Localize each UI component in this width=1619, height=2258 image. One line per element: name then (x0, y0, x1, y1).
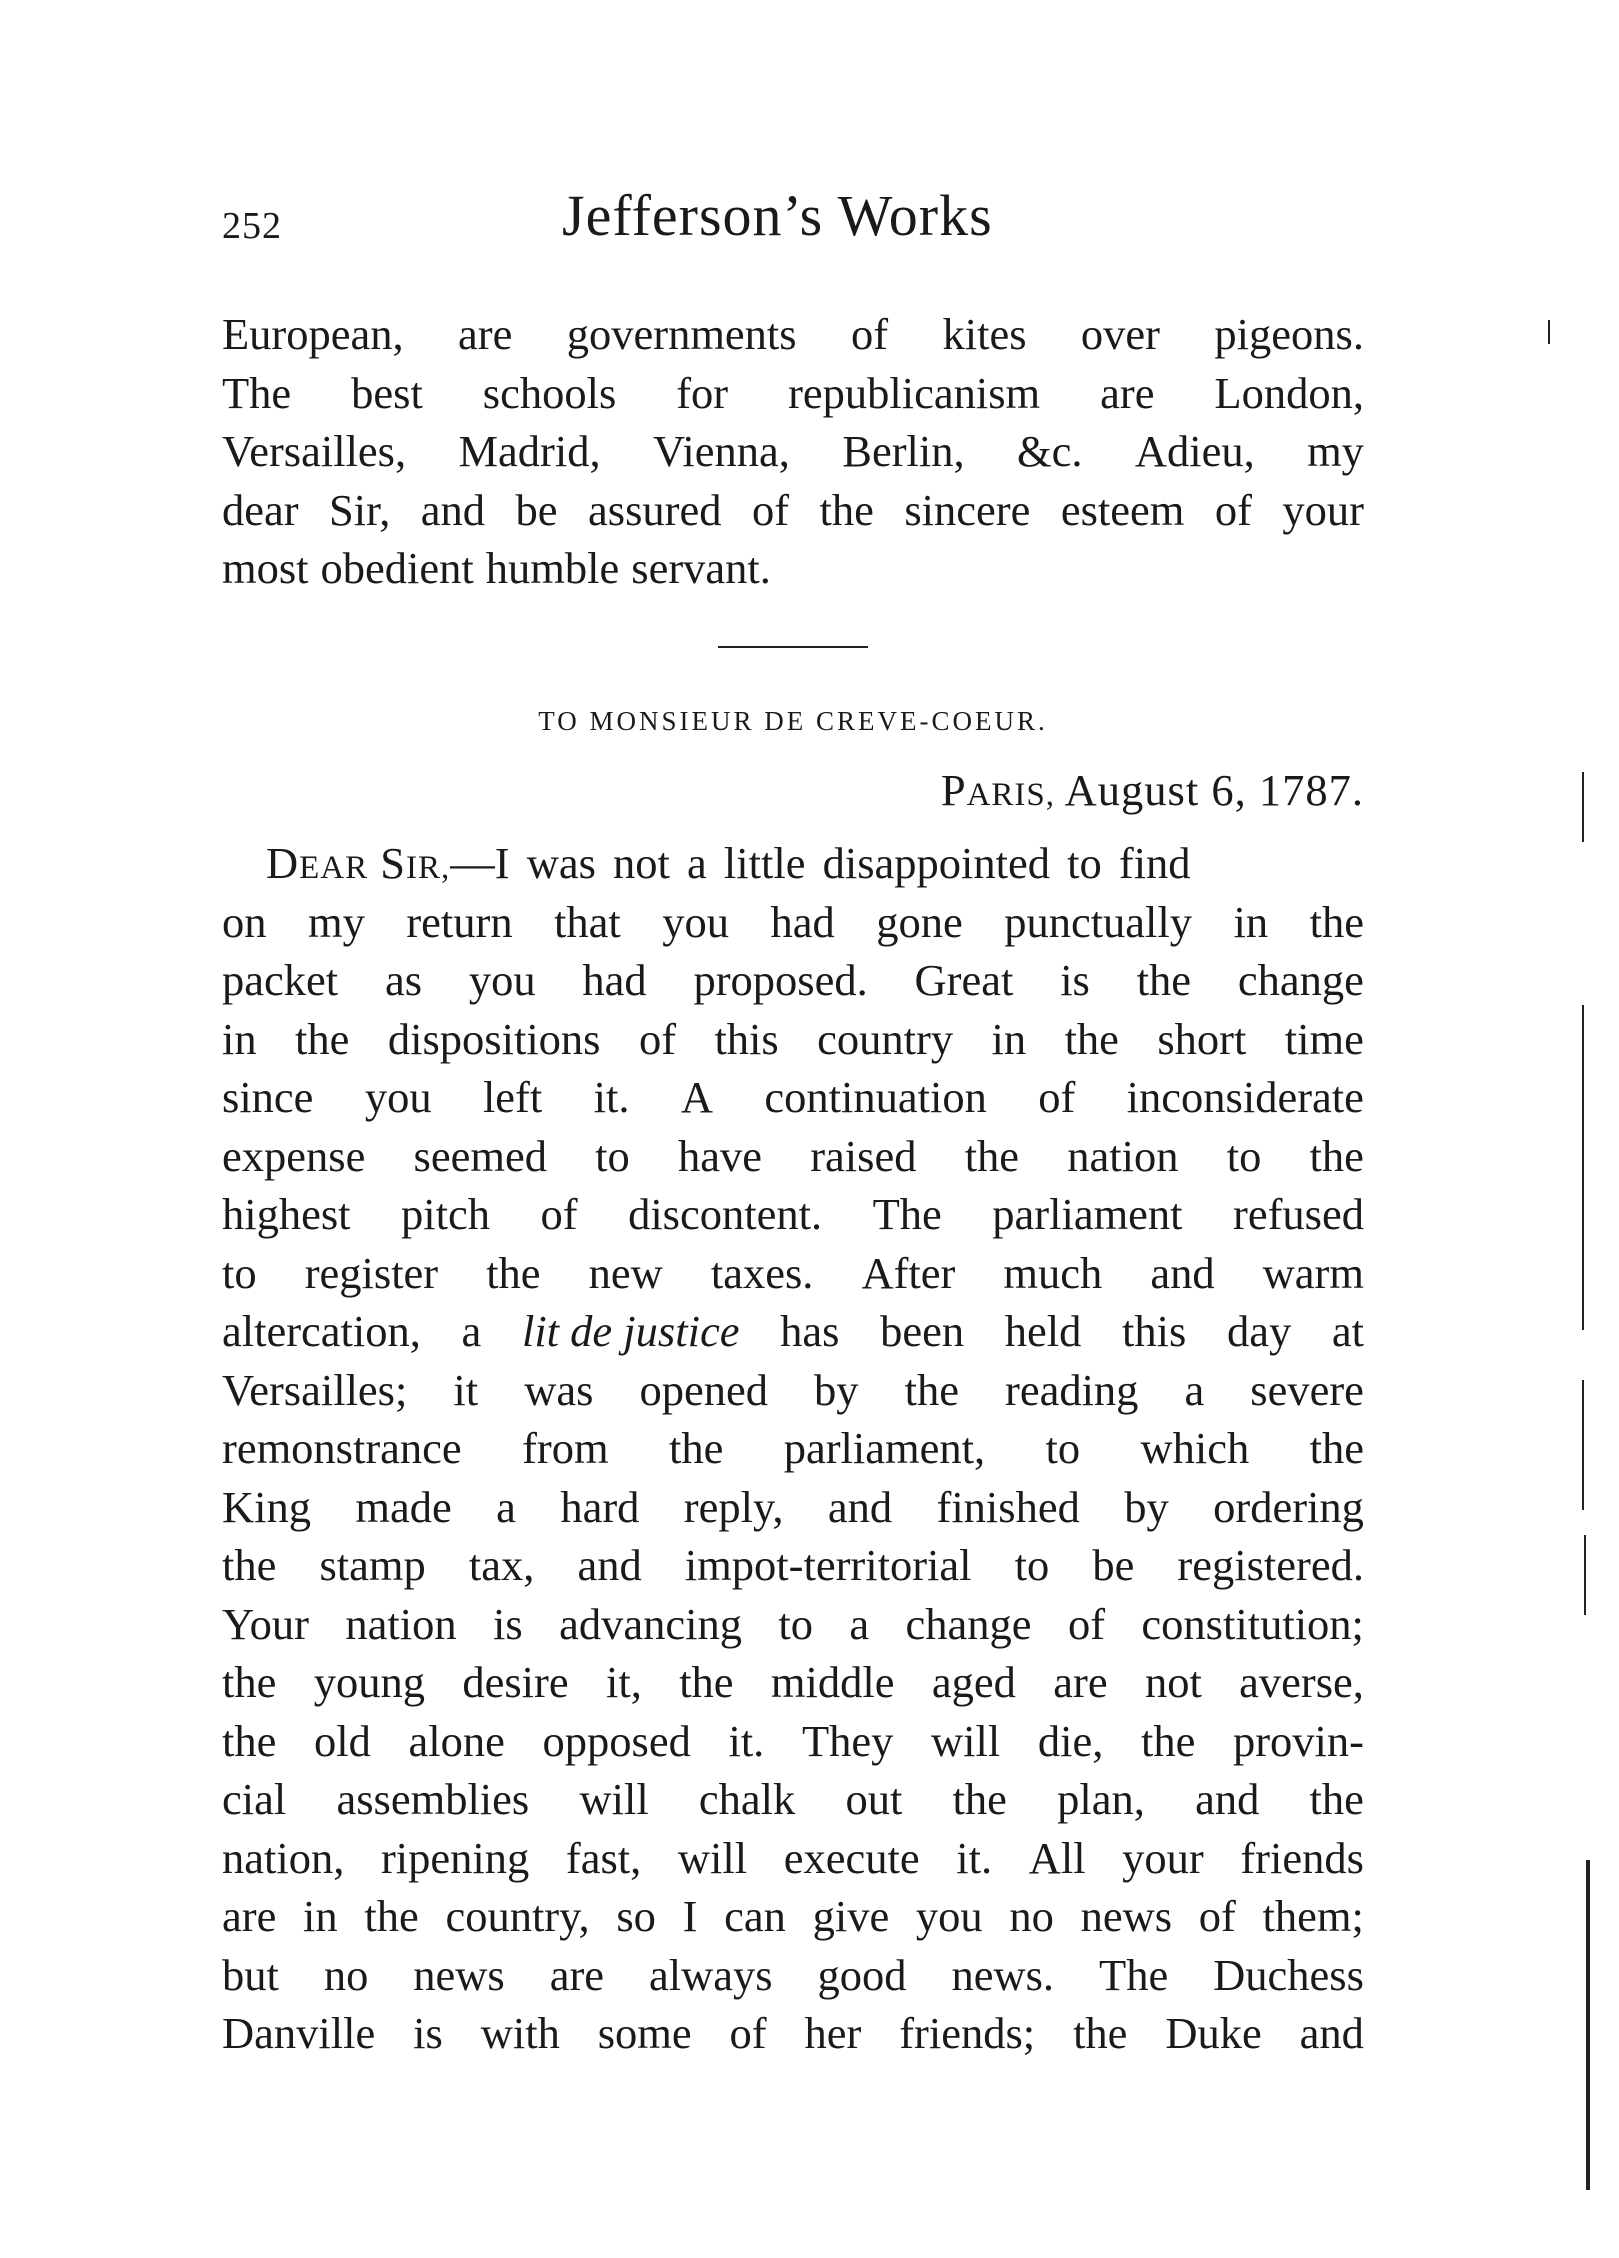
word: to (1045, 1423, 1081, 1473)
word: had (770, 896, 835, 947)
letter-line (222, 1536, 1364, 1595)
word: which (1140, 1423, 1250, 1473)
word: new (588, 1247, 663, 1298)
word: ripening (380, 1832, 530, 1883)
word: ordering (1213, 1481, 1364, 1532)
word: be (515, 484, 558, 535)
word: short (1157, 1013, 1247, 1064)
word: and (1299, 2008, 1364, 2058)
word: are (1100, 367, 1155, 418)
word: and (827, 1481, 893, 1532)
word: continuation (764, 1072, 987, 1122)
word: change (905, 1598, 1032, 1649)
word: been (880, 1306, 965, 1356)
letter-line (222, 1478, 1364, 1537)
word: has (780, 1306, 840, 1356)
word: severe (1250, 1364, 1364, 1415)
word: made (355, 1481, 452, 1532)
word: parliament (992, 1189, 1183, 1239)
word: friends; (899, 2008, 1036, 2058)
word: to (595, 1130, 630, 1181)
section-divider (718, 646, 868, 648)
salutation-s-rest: IR, (406, 850, 451, 886)
word: the (1073, 2008, 1128, 2058)
word: of (1214, 484, 1252, 535)
word: assured (588, 484, 722, 535)
word: Duke (1165, 2008, 1262, 2058)
word: inconsiderate (1126, 1072, 1364, 1122)
word: Versailles; (222, 1364, 408, 1415)
word: the (1140, 1715, 1196, 1766)
letter-line (222, 2004, 1364, 2063)
word: opposed (542, 1715, 691, 1766)
word: of (1198, 1891, 1236, 1941)
letter-dateline (941, 764, 1364, 816)
word: a (461, 1306, 482, 1356)
letter-line (222, 1829, 1364, 1888)
letter-line (222, 1127, 1364, 1186)
letter-line (222, 1068, 1364, 1127)
word: by (814, 1364, 859, 1415)
word: it. (593, 1072, 630, 1122)
word: to (778, 1598, 813, 1649)
word: remonstrance (222, 1423, 462, 1473)
letter-line (222, 893, 1364, 952)
word: refused (1233, 1189, 1364, 1239)
word: always (648, 1949, 773, 2000)
word: stamp (319, 1540, 426, 1590)
letter-line (222, 1595, 1364, 1654)
word: raised (810, 1130, 917, 1181)
salutation-d-rest: EAR (299, 850, 369, 886)
word: the (819, 484, 874, 535)
word: to (1014, 1540, 1050, 1590)
word: Great (914, 955, 1014, 1005)
word: the (1309, 1423, 1364, 1473)
word: lit de justice (521, 1306, 740, 1356)
letter-line (222, 951, 1364, 1010)
margin-mark (1548, 320, 1550, 344)
word: European, (222, 309, 404, 359)
letter-heading: TO MONSIEUR DE CREVE-COEUR. (538, 706, 1048, 736)
word: governments (566, 309, 797, 359)
word: you (468, 955, 536, 1005)
word: esteem (1060, 484, 1185, 535)
word: tax, (468, 1540, 535, 1590)
word: the (964, 1130, 1020, 1181)
word: out (845, 1774, 903, 1824)
word: republicanism (788, 367, 1041, 418)
word: the (222, 1657, 277, 1707)
word: of (851, 309, 889, 359)
running-title: Jefferson’s Works (562, 183, 993, 248)
word: have (678, 1130, 763, 1181)
word: London, (1214, 367, 1364, 418)
word: Adieu, (1134, 426, 1255, 476)
word: to (222, 1247, 257, 1298)
word: your (1282, 484, 1364, 535)
word: and (1150, 1247, 1215, 1298)
word: news (413, 1949, 505, 2000)
word: the (668, 1423, 724, 1473)
word: fast, (565, 1832, 642, 1883)
word: proposed. (693, 955, 868, 1005)
word: the (904, 1364, 959, 1415)
word: country (817, 1013, 954, 1064)
word: impot-territorial (684, 1540, 972, 1590)
word: the (952, 1774, 1007, 1824)
word: the (222, 1715, 277, 1766)
letter-line (222, 1770, 1364, 1829)
word: are (1053, 1657, 1108, 1707)
word: my (307, 896, 365, 947)
word: this (1122, 1306, 1187, 1356)
word: give (812, 1891, 890, 1941)
word: finished (936, 1481, 1080, 1532)
letter-line (222, 1887, 1364, 1946)
word: is (1060, 955, 1090, 1005)
word: pitch (401, 1189, 491, 1239)
margin-mark (1584, 1535, 1586, 1615)
word: advancing (559, 1598, 742, 1649)
word: in (1233, 896, 1269, 947)
letter-line (222, 1653, 1364, 1712)
word: a (496, 1481, 516, 1532)
letter-line (222, 1185, 1364, 1244)
word: in (222, 1013, 257, 1064)
word: you (662, 896, 729, 947)
word: taxes. (710, 1247, 814, 1298)
word: with (480, 2008, 560, 2058)
word: The (872, 1189, 942, 1239)
letter-line (222, 1302, 1364, 1361)
word: parliament, (783, 1423, 986, 1473)
word: assemblies (336, 1774, 530, 1824)
word: Versailles, (222, 426, 407, 476)
letter-line (222, 1712, 1364, 1771)
word: as (384, 955, 423, 1005)
word: most (222, 543, 309, 593)
word: will (579, 1774, 649, 1824)
word: be (1092, 1540, 1135, 1590)
word: best (351, 367, 423, 418)
word: in (303, 1891, 338, 1941)
word: news (1080, 1891, 1173, 1941)
word: are (549, 1949, 605, 2000)
word: that (554, 896, 621, 947)
word: the (295, 1013, 350, 1064)
word: nation (345, 1598, 457, 1649)
word: punctually (1004, 896, 1193, 947)
word: Madrid, (458, 426, 601, 476)
closing-line (222, 422, 1364, 481)
word: news. (951, 1949, 1055, 2000)
closing-line (222, 364, 1364, 423)
word: Your (222, 1598, 310, 1649)
word: nation, (222, 1832, 345, 1883)
word: opened (639, 1364, 768, 1415)
word: the (364, 1891, 419, 1941)
word: time (1284, 1013, 1364, 1064)
word: to (1226, 1130, 1262, 1181)
word: humble (485, 543, 620, 593)
salutation-opening: —I was not a little disappointed to find (450, 838, 1191, 888)
word: The (1099, 1949, 1169, 2000)
word: friends (1240, 1832, 1364, 1883)
word: pigeons. (1214, 309, 1364, 359)
word: you (915, 1891, 983, 1941)
word: packet (222, 955, 339, 1005)
salutation-s-initial: S (380, 838, 407, 888)
word: the (486, 1247, 541, 1298)
word: country, (445, 1891, 590, 1941)
margin-mark (1582, 1005, 1584, 1330)
word: A (680, 1072, 713, 1122)
letter-line (222, 1010, 1364, 1069)
word: from (522, 1423, 609, 1473)
word: return (406, 896, 513, 947)
dateline-date: August 6, 1787. (1064, 765, 1364, 815)
word: registered. (1177, 1540, 1364, 1590)
word: some (597, 2008, 692, 2058)
closing-line (222, 305, 1364, 364)
word: are (222, 1891, 277, 1941)
word: sincere (904, 484, 1031, 535)
word: this (714, 1013, 779, 1064)
word: the (222, 1540, 277, 1590)
word: the (1309, 1130, 1364, 1181)
word: but (222, 1949, 279, 2000)
closing-paragraph (222, 305, 1364, 598)
word: the (1309, 1774, 1364, 1824)
word: averse, (1239, 1657, 1364, 1707)
word: register (304, 1247, 439, 1298)
word: in (991, 1013, 1027, 1064)
word: of (1067, 1598, 1106, 1649)
word: young (313, 1657, 425, 1707)
page-header (222, 182, 1364, 262)
word: obedient (320, 543, 474, 593)
dateline-place-rest: ARIS, (966, 777, 1055, 813)
word: Berlin, (842, 426, 965, 476)
word: over (1080, 309, 1160, 359)
word: schools (482, 367, 617, 418)
word: and (1195, 1774, 1260, 1824)
word: of (729, 2008, 767, 2058)
word: desire (462, 1657, 569, 1707)
word: reading (1005, 1364, 1139, 1415)
word: I (682, 1891, 698, 1941)
word: Sir, (329, 484, 391, 535)
word: expense (222, 1130, 366, 1181)
word: old (314, 1715, 371, 1766)
word: discontent. (628, 1189, 823, 1239)
word: her (804, 2008, 862, 2058)
word: the (1309, 896, 1364, 947)
word: hard (560, 1481, 640, 1532)
closing-line (222, 539, 1364, 598)
word: altercation, (222, 1306, 421, 1356)
word: is (413, 2008, 443, 2058)
word: chalk (698, 1774, 796, 1824)
letter-line (222, 1244, 1364, 1303)
margin-mark (1582, 1380, 1584, 1510)
letter-body (222, 834, 1364, 2063)
salutation-line (222, 834, 1364, 893)
word: your (1122, 1832, 1204, 1883)
word: All (1028, 1832, 1086, 1883)
letter-line (222, 1361, 1364, 1420)
word: &c. (1016, 426, 1083, 476)
word: aged (931, 1657, 1016, 1707)
word: is (493, 1598, 523, 1649)
word: After (861, 1247, 956, 1298)
word: no (1009, 1891, 1054, 1941)
word: held (1004, 1306, 1082, 1356)
word: King (222, 1481, 311, 1532)
word: since (222, 1072, 314, 1122)
word: the (1064, 1013, 1119, 1064)
word: left (482, 1072, 543, 1122)
word: seemed (413, 1130, 547, 1181)
word: reply, (683, 1481, 784, 1532)
word: and (420, 484, 486, 535)
word: alone (408, 1715, 505, 1766)
word: day (1226, 1306, 1292, 1356)
word: Danville (222, 2008, 376, 2058)
salutation (266, 834, 450, 893)
word: middle (770, 1657, 895, 1707)
word: no (323, 1949, 369, 2000)
word: highest (222, 1189, 351, 1239)
word: kites (942, 309, 1027, 359)
word: will (931, 1715, 1001, 1766)
word: dear (222, 484, 299, 535)
word: good (817, 1949, 907, 2000)
word: dispositions (387, 1013, 601, 1064)
word: change (1237, 955, 1364, 1005)
word: much (1003, 1247, 1103, 1298)
word: They (801, 1715, 894, 1766)
word: are (458, 309, 513, 359)
page-number: 252 (222, 205, 282, 247)
word: by (1124, 1481, 1169, 1532)
word: gone (876, 896, 963, 947)
margin-mark (1586, 1860, 1590, 2190)
word: Vienna, (652, 426, 790, 476)
word: of (540, 1189, 578, 1239)
word: cial (222, 1774, 287, 1824)
word: them; (1262, 1891, 1364, 1941)
word: the (1136, 955, 1192, 1005)
word: the (679, 1657, 734, 1707)
word: of (1038, 1072, 1076, 1122)
word: a (1184, 1364, 1205, 1415)
letter-line (222, 1419, 1364, 1478)
word: was (524, 1364, 594, 1415)
word: of (751, 484, 790, 535)
word: it. (728, 1715, 765, 1766)
word: on (222, 896, 267, 947)
word: nation (1067, 1130, 1179, 1181)
word: it. (956, 1832, 993, 1883)
word: had (582, 955, 647, 1005)
word: Duchess (1213, 1949, 1364, 2000)
word: so (616, 1891, 656, 1941)
word: servant. (631, 543, 771, 593)
letter-line (222, 1946, 1364, 2005)
word: for (676, 367, 729, 418)
word: The (222, 367, 292, 418)
word: die, (1037, 1715, 1104, 1766)
word: it, (605, 1657, 642, 1707)
word: provin- (1232, 1715, 1364, 1766)
word: at (1331, 1306, 1364, 1356)
word: you (364, 1072, 432, 1122)
word: execute (783, 1832, 920, 1883)
word: warm (1262, 1247, 1364, 1298)
word: constitution; (1141, 1598, 1364, 1649)
salutation-d-initial: D (266, 838, 300, 888)
word: it (453, 1364, 479, 1415)
margin-mark (1582, 772, 1584, 842)
word: and (577, 1540, 642, 1590)
word: my (1307, 426, 1364, 476)
closing-line (222, 481, 1364, 540)
word: not (1144, 1657, 1202, 1707)
word: of (638, 1013, 677, 1064)
word: plan, (1057, 1774, 1145, 1824)
word: can (724, 1891, 786, 1941)
dateline-place-initial: P (940, 765, 967, 815)
word: a (849, 1598, 870, 1649)
word: will (677, 1832, 748, 1883)
